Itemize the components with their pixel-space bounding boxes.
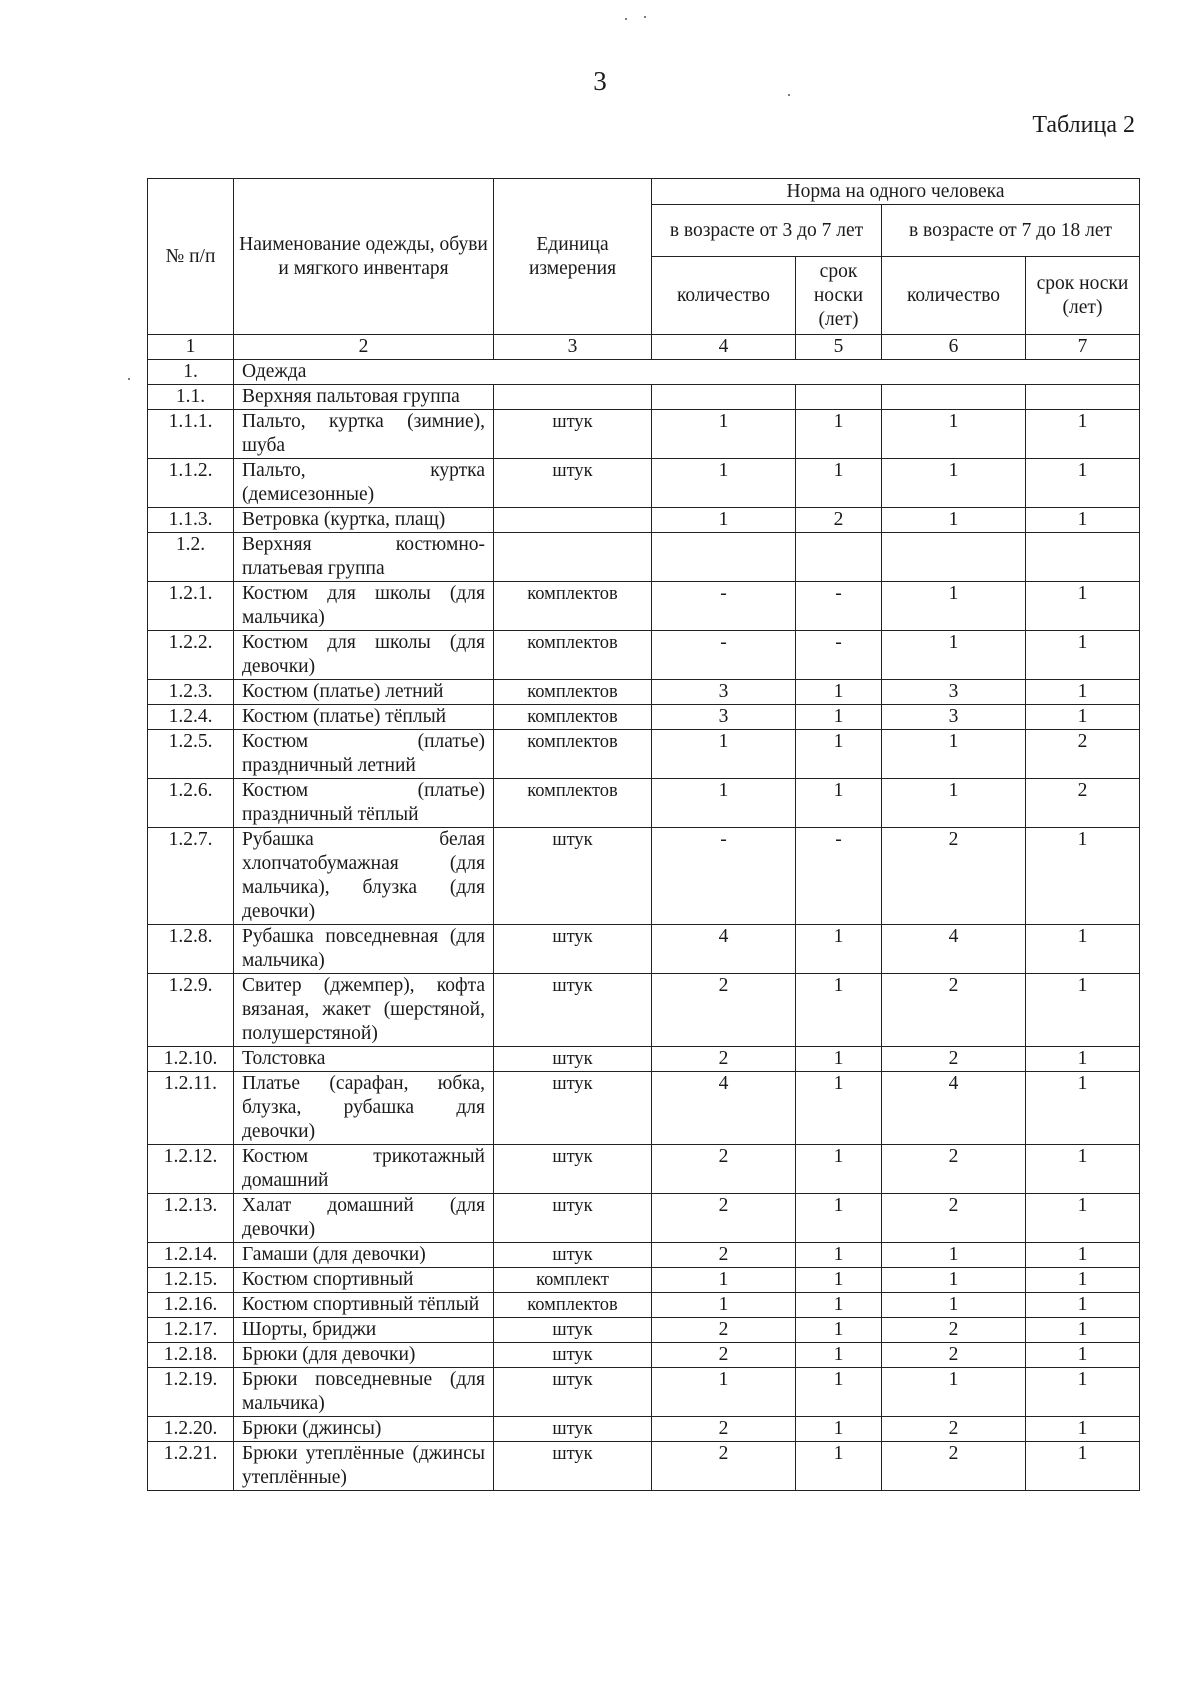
- row-number: 1.1.3.: [148, 508, 234, 533]
- qty-7-18: 1: [882, 1268, 1026, 1293]
- table-row: [148, 1243, 1140, 1268]
- qty-7-18: 3: [882, 705, 1026, 730]
- item-name: Гамаши (для девочки): [234, 1243, 494, 1268]
- qty-3-7: -: [652, 631, 796, 680]
- row-number: 1.2.11.: [148, 1072, 234, 1145]
- row-number: 1.2.1.: [148, 582, 234, 631]
- row-number: 1.2.7.: [148, 828, 234, 925]
- qty-3-7: 2: [652, 974, 796, 1047]
- item-name: Брюки утеплённые (джинсы утеплённые): [234, 1442, 494, 1491]
- empty-cell: [652, 533, 796, 582]
- qty-7-18: 2: [882, 1318, 1026, 1343]
- item-unit: штук: [494, 1343, 652, 1368]
- term-3-7: -: [796, 828, 882, 925]
- empty-cell: [796, 385, 882, 410]
- qty-7-18: 2: [882, 1194, 1026, 1243]
- row-number: 1.2.10.: [148, 1047, 234, 1072]
- item-unit: штук: [494, 1442, 652, 1491]
- row-number: 1.2.17.: [148, 1318, 234, 1343]
- page-number: 3: [593, 66, 607, 96]
- term-7-18: 1: [1026, 1318, 1140, 1343]
- table-caption: Таблица 2: [1032, 112, 1135, 138]
- term-7-18: 1: [1026, 1417, 1140, 1442]
- qty-3-7: -: [652, 582, 796, 631]
- qty-3-7: 1: [652, 730, 796, 779]
- scan-speck: [128, 378, 130, 380]
- item-name: Платье (сарафан, юбка, блузка, рубашка для девочки): [234, 1072, 494, 1145]
- item-name: Толстовка: [234, 1047, 494, 1072]
- qty-3-7: 2: [652, 1243, 796, 1268]
- item-name: Рубашка белая хлопчатобумажная (для мальчика), блузка (для девочки): [234, 828, 494, 925]
- qty-3-7: 1: [652, 1293, 796, 1318]
- term-3-7: 1: [796, 1268, 882, 1293]
- table-row: [148, 631, 1140, 680]
- term-7-18: 1: [1026, 582, 1140, 631]
- table-row: [148, 1318, 1140, 1343]
- qty-7-18: 2: [882, 974, 1026, 1047]
- item-name: Пальто, куртка (демисезонные): [234, 459, 494, 508]
- row-number: 1.1.2.: [148, 459, 234, 508]
- term-3-7: 1: [796, 1072, 882, 1145]
- column-number-row: [148, 335, 1140, 360]
- item-name: Шорты, бриджи: [234, 1318, 494, 1343]
- header-qty-7-18: количество: [882, 257, 1026, 335]
- table-row: [148, 1442, 1140, 1491]
- empty-cell: [494, 533, 652, 582]
- table-row: [148, 925, 1140, 974]
- table-row: [148, 705, 1140, 730]
- term-3-7: 1: [796, 1343, 882, 1368]
- header-norm: Норма на одного человека: [652, 179, 1140, 205]
- row-number: 1.2.12.: [148, 1145, 234, 1194]
- qty-7-18: 2: [882, 1047, 1026, 1072]
- qty-3-7: 1: [652, 508, 796, 533]
- table-row: [148, 410, 1140, 459]
- item-unit: штук: [494, 1417, 652, 1442]
- item-unit: штук: [494, 410, 652, 459]
- empty-cell: [652, 385, 796, 410]
- table-row: [148, 1417, 1140, 1442]
- item-unit: штук: [494, 925, 652, 974]
- item-name: Костюм для школы (для мальчика): [234, 582, 494, 631]
- table-header: [148, 179, 1140, 360]
- qty-3-7: 2: [652, 1318, 796, 1343]
- qty-3-7: 1: [652, 410, 796, 459]
- term-3-7: 1: [796, 410, 882, 459]
- term-7-18: 1: [1026, 1268, 1140, 1293]
- qty-7-18: 1: [882, 459, 1026, 508]
- table-row: [148, 730, 1140, 779]
- term-7-18: 1: [1026, 410, 1140, 459]
- item-name: Халат домашний (для девочки): [234, 1194, 494, 1243]
- term-7-18: 1: [1026, 705, 1140, 730]
- term-7-18: 1: [1026, 1072, 1140, 1145]
- item-unit: комплектов: [494, 779, 652, 828]
- term-3-7: 1: [796, 974, 882, 1047]
- table-row: [148, 1194, 1140, 1243]
- qty-3-7: 2: [652, 1194, 796, 1243]
- header-term-7-18: срок носки (лет): [1026, 257, 1140, 335]
- row-number: 1.2.13.: [148, 1194, 234, 1243]
- qty-3-7: 2: [652, 1442, 796, 1491]
- term-3-7: 1: [796, 1417, 882, 1442]
- term-7-18: 2: [1026, 730, 1140, 779]
- column-number: 6: [882, 335, 1026, 360]
- term-3-7: 1: [796, 1293, 882, 1318]
- term-3-7: -: [796, 631, 882, 680]
- qty-3-7: 2: [652, 1417, 796, 1442]
- qty-7-18: 4: [882, 925, 1026, 974]
- term-3-7: 1: [796, 1442, 882, 1491]
- qty-7-18: 1: [882, 779, 1026, 828]
- term-3-7: 1: [796, 730, 882, 779]
- row-number: 1.1.: [148, 385, 234, 410]
- section-row: [148, 360, 1140, 385]
- table-row: [148, 459, 1140, 508]
- item-name: Костюм (платье) летний: [234, 680, 494, 705]
- qty-3-7: 2: [652, 1145, 796, 1194]
- table-row: [148, 1368, 1140, 1417]
- qty-7-18: 1: [882, 1293, 1026, 1318]
- item-unit: комплектов: [494, 705, 652, 730]
- term-3-7: 1: [796, 1145, 882, 1194]
- term-3-7: 1: [796, 680, 882, 705]
- qty-7-18: 1: [882, 1368, 1026, 1417]
- term-7-18: 1: [1026, 508, 1140, 533]
- qty-3-7: 2: [652, 1047, 796, 1072]
- qty-3-7: 2: [652, 1343, 796, 1368]
- table-row: [148, 508, 1140, 533]
- empty-cell: [1026, 533, 1140, 582]
- term-7-18: 1: [1026, 1047, 1140, 1072]
- item-unit: штук: [494, 974, 652, 1047]
- item-name: Костюм (платье) праздничный тёплый: [234, 779, 494, 828]
- group-row: [148, 533, 1140, 582]
- term-7-18: 1: [1026, 1442, 1140, 1491]
- item-unit: штук: [494, 1194, 652, 1243]
- term-3-7: 1: [796, 1318, 882, 1343]
- term-3-7: 1: [796, 705, 882, 730]
- table-row: [148, 779, 1140, 828]
- item-name: Пальто, куртка (зимние), шуба: [234, 410, 494, 459]
- item-unit: штук: [494, 459, 652, 508]
- term-7-18: 1: [1026, 828, 1140, 925]
- table-row: [148, 1293, 1140, 1318]
- row-number: 1.2.4.: [148, 705, 234, 730]
- qty-3-7: 1: [652, 1368, 796, 1417]
- item-unit: штук: [494, 828, 652, 925]
- qty-7-18: 4: [882, 1072, 1026, 1145]
- item-name: Брюки повседневные (для мальчика): [234, 1368, 494, 1417]
- item-unit: комплектов: [494, 1293, 652, 1318]
- qty-3-7: 1: [652, 779, 796, 828]
- row-number: 1.2.2.: [148, 631, 234, 680]
- qty-3-7: 4: [652, 925, 796, 974]
- item-name: Костюм трикотажный домашний: [234, 1145, 494, 1194]
- qty-7-18: 1: [882, 1243, 1026, 1268]
- term-3-7: 1: [796, 1243, 882, 1268]
- term-3-7: 1: [796, 1368, 882, 1417]
- term-7-18: 1: [1026, 925, 1140, 974]
- column-number: 7: [1026, 335, 1140, 360]
- row-number: 1.2.20.: [148, 1417, 234, 1442]
- qty-7-18: 2: [882, 1343, 1026, 1368]
- row-number: 1.2.18.: [148, 1343, 234, 1368]
- row-number: 1.2.19.: [148, 1368, 234, 1417]
- term-7-18: 1: [1026, 1194, 1140, 1243]
- qty-7-18: 2: [882, 1417, 1026, 1442]
- item-unit: штук: [494, 1145, 652, 1194]
- item-unit: штук: [494, 1072, 652, 1145]
- qty-3-7: 1: [652, 459, 796, 508]
- header-term-3-7: срок носки (лет): [796, 257, 882, 335]
- item-unit: комплект: [494, 1268, 652, 1293]
- item-unit: комплектов: [494, 582, 652, 631]
- item-unit: комплектов: [494, 730, 652, 779]
- qty-7-18: 1: [882, 508, 1026, 533]
- item-unit: комплектов: [494, 680, 652, 705]
- qty-7-18: 2: [882, 1145, 1026, 1194]
- qty-7-18: 1: [882, 631, 1026, 680]
- item-name: Костюм (платье) тёплый: [234, 705, 494, 730]
- term-3-7: 1: [796, 1047, 882, 1072]
- item-name: Брюки (джинсы): [234, 1417, 494, 1442]
- item-name: Костюм спортивный: [234, 1268, 494, 1293]
- row-number: 1.2.9.: [148, 974, 234, 1047]
- item-unit: штук: [494, 1368, 652, 1417]
- term-7-18: 1: [1026, 680, 1140, 705]
- item-name: Костюм (платье) праздничный летний: [234, 730, 494, 779]
- header-num: № п/п: [148, 179, 234, 335]
- row-number: 1.1.1.: [148, 410, 234, 459]
- column-number: 5: [796, 335, 882, 360]
- norms-table: [147, 178, 1140, 1491]
- qty-3-7: -: [652, 828, 796, 925]
- header-unit: Единица измерения: [494, 179, 652, 335]
- qty-3-7: 1: [652, 1268, 796, 1293]
- row-number: 1.2.3.: [148, 680, 234, 705]
- qty-7-18: 3: [882, 680, 1026, 705]
- term-7-18: 1: [1026, 1368, 1140, 1417]
- empty-cell: [796, 533, 882, 582]
- qty-3-7: 3: [652, 680, 796, 705]
- term-3-7: 1: [796, 925, 882, 974]
- row-number: 1.2.5.: [148, 730, 234, 779]
- column-number: 2: [234, 335, 494, 360]
- empty-cell: [494, 385, 652, 410]
- qty-7-18: 1: [882, 582, 1026, 631]
- row-number: 1.: [148, 360, 234, 385]
- header-name: Наименование одежды, обуви и мягкого инвентаря: [234, 179, 494, 335]
- term-3-7: 2: [796, 508, 882, 533]
- group-title: Верхняя пальтовая группа: [234, 385, 494, 410]
- table-body: [148, 360, 1140, 1491]
- empty-cell: [882, 533, 1026, 582]
- scan-speck: [644, 16, 646, 18]
- item-name: Свитер (джемпер), кофта вязаная, жакет (шерстяной, полушерстяной): [234, 974, 494, 1047]
- item-name: Костюм спортивный тёплый: [234, 1293, 494, 1318]
- header-qty-3-7: количество: [652, 257, 796, 335]
- table-row: [148, 974, 1140, 1047]
- section-title: Одежда: [234, 360, 1140, 385]
- qty-7-18: 1: [882, 410, 1026, 459]
- group-title: Верхняя костюмно-платьевая группа: [234, 533, 494, 582]
- term-3-7: 1: [796, 779, 882, 828]
- term-7-18: 1: [1026, 1293, 1140, 1318]
- group-row: [148, 385, 1140, 410]
- table-row: [148, 828, 1140, 925]
- qty-3-7: 4: [652, 1072, 796, 1145]
- item-unit: штук: [494, 1243, 652, 1268]
- table-row: [148, 1268, 1140, 1293]
- item-name: Брюки (для девочки): [234, 1343, 494, 1368]
- item-unit: штук: [494, 1318, 652, 1343]
- table-row: [148, 680, 1140, 705]
- item-unit: комплектов: [494, 631, 652, 680]
- qty-3-7: 3: [652, 705, 796, 730]
- row-number: 1.2.: [148, 533, 234, 582]
- column-number: 3: [494, 335, 652, 360]
- qty-7-18: 2: [882, 828, 1026, 925]
- row-number: 1.2.16.: [148, 1293, 234, 1318]
- row-number: 1.2.6.: [148, 779, 234, 828]
- term-7-18: 1: [1026, 974, 1140, 1047]
- table-row: [148, 1343, 1140, 1368]
- empty-cell: [882, 385, 1026, 410]
- header-age-7-18: в возрасте от 7 до 18 лет: [882, 205, 1140, 257]
- scan-speck: [788, 94, 790, 96]
- term-7-18: 1: [1026, 631, 1140, 680]
- row-number: 1.2.8.: [148, 925, 234, 974]
- header-age-3-7: в возрасте от 3 до 7 лет: [652, 205, 882, 257]
- term-7-18: 1: [1026, 459, 1140, 508]
- qty-7-18: 1: [882, 730, 1026, 779]
- item-name: Костюм для школы (для девочки): [234, 631, 494, 680]
- table-row: [148, 1072, 1140, 1145]
- item-unit: [494, 508, 652, 533]
- term-3-7: -: [796, 582, 882, 631]
- term-7-18: 1: [1026, 1343, 1140, 1368]
- empty-cell: [1026, 385, 1140, 410]
- item-name: Рубашка повседневная (для мальчика): [234, 925, 494, 974]
- column-number: 1: [148, 335, 234, 360]
- row-number: 1.2.21.: [148, 1442, 234, 1491]
- item-unit: штук: [494, 1047, 652, 1072]
- scan-speck: [625, 18, 627, 20]
- table-row: [148, 582, 1140, 631]
- term-7-18: 2: [1026, 779, 1140, 828]
- term-3-7: 1: [796, 1194, 882, 1243]
- column-number: 4: [652, 335, 796, 360]
- table-row: [148, 1145, 1140, 1194]
- item-name: Ветровка (куртка, плащ): [234, 508, 494, 533]
- term-7-18: 1: [1026, 1145, 1140, 1194]
- row-number: 1.2.15.: [148, 1268, 234, 1293]
- qty-7-18: 2: [882, 1442, 1026, 1491]
- term-7-18: 1: [1026, 1243, 1140, 1268]
- term-3-7: 1: [796, 459, 882, 508]
- row-number: 1.2.14.: [148, 1243, 234, 1268]
- table-row: [148, 1047, 1140, 1072]
